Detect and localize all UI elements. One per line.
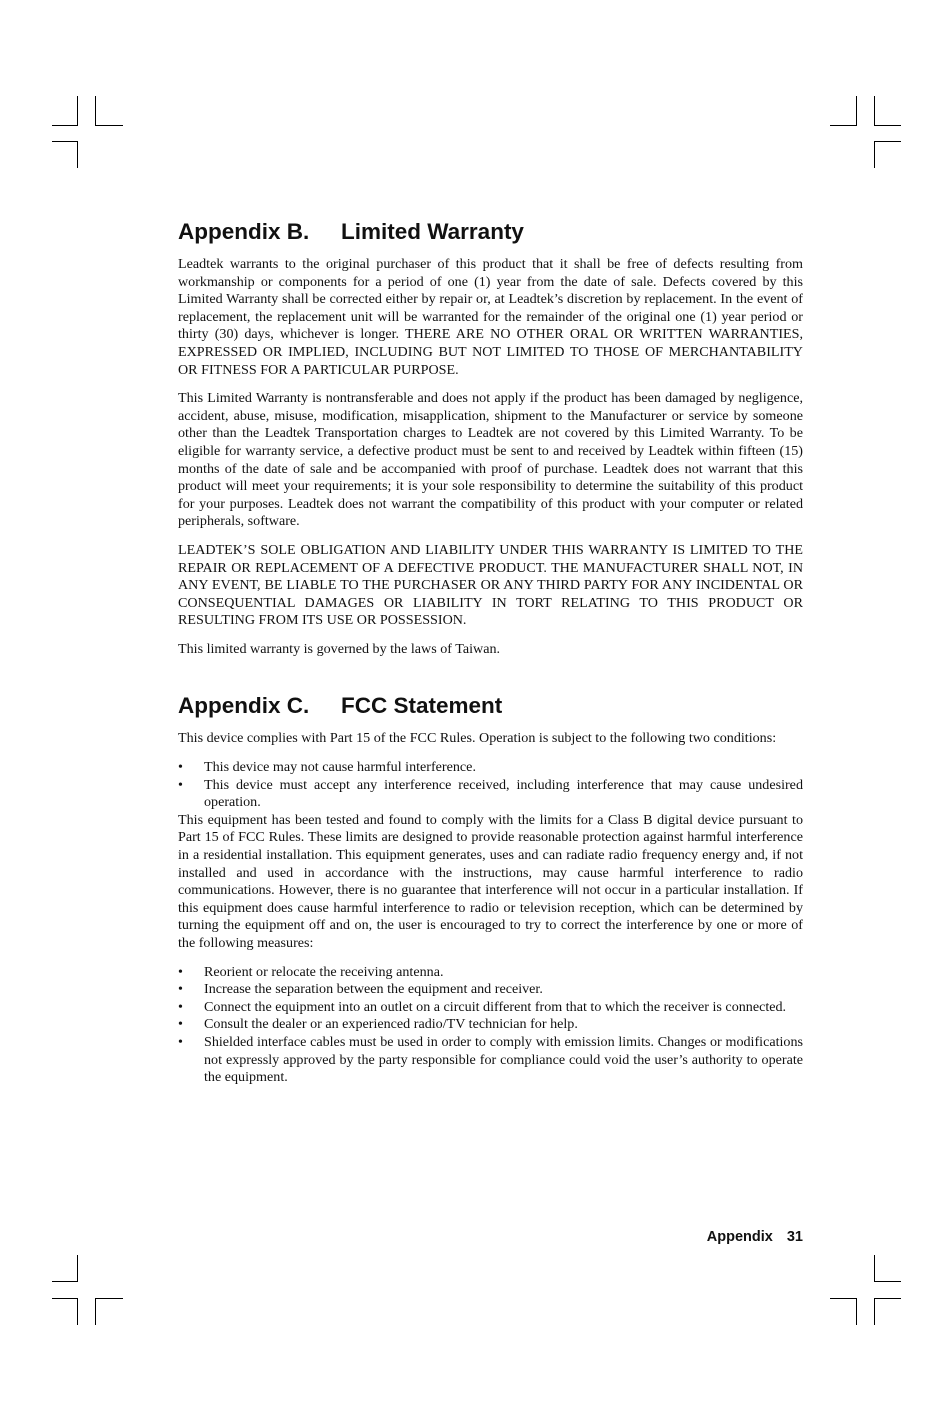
bullet: • (178, 776, 183, 793)
bullet: • (178, 759, 183, 776)
appendix-c-section (178, 692, 803, 1086)
warranty-paragraph: This limited warranty is governed by the laws of Taiwan. (178, 640, 501, 657)
list-item-text: Shielded interface cables must be used in order to comply with emission limits. Changes or modifications not expressly approved by the party responsible for compliance could void the user’s authority to operate the equipment. (204, 1033, 803, 1086)
crop-mark (52, 125, 78, 126)
list-item (178, 777, 803, 812)
fcc-body-paragraph: This equipment has been tested and found to comply with the limits for a Class B digital device pursuant to Part 15 of FCC Rules. These limits are designed to provide reasonable protection against harmful interference in a residential installation. This equipment generates, uses and can radiate radio frequency energy and, if not installed and used in accordance with the instructions, may cause harmful interference to radio communications. However, there is no guarantee that interference will not occur in a particular installation. If this equipment does cause harmful interference to radio or television reception, which can be determined by turning the equipment off and on, the user is encouraged to try to correct the interference by one or more of the following measures: (178, 811, 803, 951)
appendix-c-number: Appendix C. (178, 693, 310, 719)
list-item-text: Reorient or relocate the receiving antenna. (204, 963, 444, 980)
crop-mark (77, 141, 78, 168)
appendix-c-title: FCC Statement (341, 693, 503, 719)
crop-mark (95, 125, 123, 126)
appendix-b-heading (178, 218, 803, 246)
list-item-text: This device must accept any interference received, including interference that may cause undesired operation. (204, 776, 803, 811)
crop-mark (874, 1298, 901, 1299)
crop-mark (95, 1298, 123, 1299)
appendix-c-heading (178, 692, 803, 720)
crop-mark (856, 1298, 857, 1325)
fcc-conditions-list (178, 759, 803, 812)
bullet: • (178, 1016, 183, 1033)
appendix-b-number: Appendix B. (178, 219, 310, 244)
crop-mark (95, 96, 96, 126)
page-number: 31 (786, 1229, 803, 1245)
list-item (178, 1034, 803, 1087)
crop-mark (874, 1298, 875, 1325)
crop-mark (874, 141, 901, 142)
bullet: • (178, 981, 183, 998)
crop-mark (77, 1298, 78, 1325)
fcc-measures-list (178, 964, 803, 1087)
list-item-text: This device may not cause harmful interference. (204, 759, 476, 776)
warranty-paragraph: This Limited Warranty is nontransferable and does not apply if the product has been damaged by negligence, accident, abuse, misuse, modification, misapplication, shipment to the Manufacturer or service by someone other than the Leadtek Transportation charges to Leadtek are not covered by this Limited Warranty. To be eligible for warranty service, a defective product must be sent to and received by Leadtek within fifteen (15) months of the date of sale and be accompanied with proof of purchase. Leadtek does not warrant that this product will meet your requirements; it is your sole responsibility to determine the suitability of this product for your purposes. Leadtek does not warrant the compatibility of this product with your computer or related peripherals, software. (178, 390, 803, 530)
crop-mark (52, 1281, 78, 1282)
appendix-b-section (178, 218, 803, 658)
warranty-paragraph: Leadtek warrants to the original purchaser of this product that it shall be free of defects resulting from workmanship or components for a period of one (1) year from the date of sale. Defects covered by this Limited Warranty shall be corrected either by repair or, at Leadtek’s discretion by replacement. In the event of replacement, the replacement unit will be warranted for the remainder of the original one (1) year period or thirty (30) days, whichever is longer. THERE ARE NO OTHER ORAL OR WRITTEN WARRANTIES, EXPRESSED OR IMPLIED, INCLUDING BUT NOT LIMITED TO THOSE OF MERCHANTABILITY OR FITNESS FOR A PARTICULAR PURPOSE. (178, 256, 803, 378)
crop-mark (830, 1298, 857, 1299)
page-footer (707, 1229, 803, 1245)
bullet: • (178, 998, 183, 1015)
crop-mark (874, 96, 875, 126)
crop-mark (95, 1298, 96, 1325)
list-item (178, 759, 803, 777)
crop-mark (52, 1298, 78, 1299)
list-item (178, 964, 803, 982)
fcc-intro-paragraph: This device complies with Part 15 of the FCC Rules. Operation is subject to the following two conditions: (178, 730, 777, 747)
crop-mark (874, 1255, 875, 1282)
crop-mark (874, 141, 875, 168)
crop-mark (77, 96, 78, 126)
footer-section-label: Appendix (706, 1229, 773, 1245)
list-item (178, 999, 803, 1017)
crop-mark (856, 96, 857, 126)
appendix-b-title: Limited Warranty (341, 219, 524, 244)
list-item-text: Connect the equipment into an outlet on a circuit different from that to which the receiver is connected. (204, 998, 787, 1015)
warranty-paragraph: LEADTEK’S SOLE OBLIGATION AND LIABILITY UNDER THIS WARRANTY IS LIMITED TO THE REPAIR OR REPLACEMENT OF A DEFECTIVE PRODUCT. THE MANUFACTURER SHALL NOT, IN ANY EVENT, BE LIABLE TO THE PURCHASER OR ANY THIRD PARTY FOR ANY INCIDENTAL OR CONSEQUENTIAL DAMAGES OR LIABILITY IN TORT RELATING TO THIS PRODUCT OR RESULTING FROM ITS USE OR POSSESSION. (178, 541, 803, 629)
list-item (178, 981, 803, 999)
crop-mark (874, 125, 901, 126)
list-item-text: Increase the separation between the equipment and receiver. (204, 981, 543, 998)
crop-mark (77, 1255, 78, 1282)
bullet: • (178, 963, 183, 980)
crop-mark (874, 1281, 901, 1282)
list-item (178, 1016, 803, 1034)
crop-mark (52, 141, 78, 142)
list-item-text: Consult the dealer or an experienced radio/TV technician for help. (204, 1016, 578, 1033)
bullet: • (178, 1033, 183, 1050)
page-content (178, 218, 803, 1087)
crop-mark (830, 125, 857, 126)
